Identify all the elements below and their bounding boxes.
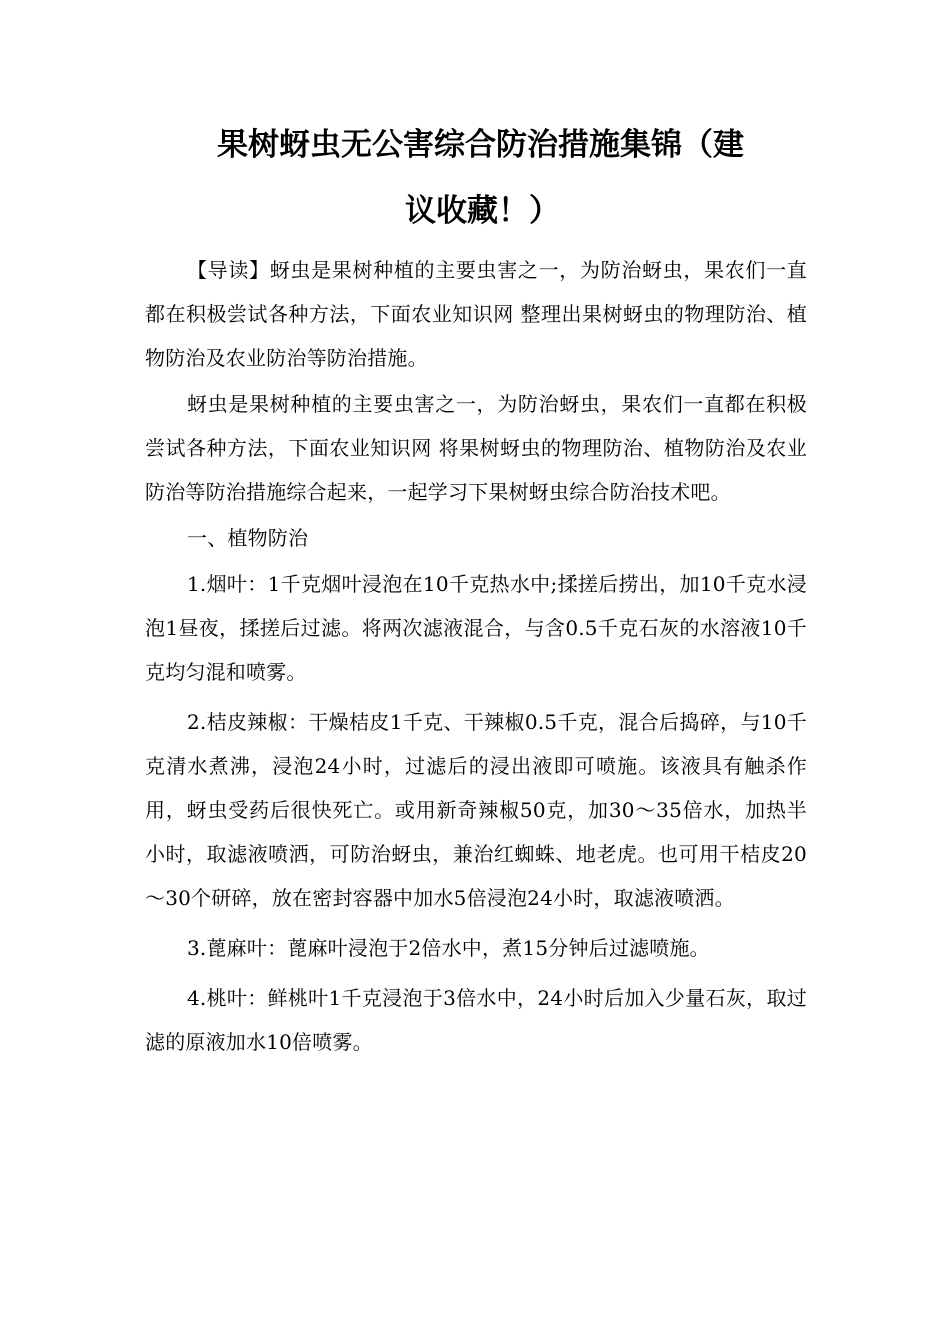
document-title bbox=[145, 112, 805, 244]
body-paragraph: 3.蓖麻叶：蓖麻叶浸泡于2倍水中，煮15分钟后过滤喷施。 bbox=[187, 936, 710, 960]
body-paragraph: 1.烟叶：1千克烟叶浸泡在10千克热水中;揉搓后捞出，加10千克水浸泡1昼夜，揉搓后过滤。将两次滤液混合，与含0.5千克石灰的水溶液10千克均匀混和喷雾。 bbox=[145, 572, 807, 684]
section-heading: 一、植物防治 bbox=[187, 526, 309, 550]
intro-paragraph: 【导读】蚜虫是果树种植的主要虫害之一，为防治蚜虫，果农们一直都在积极尝试各种方法，下面农业知识网 整理出果树蚜虫的物理防治、植物防治及农业防治等防治措施。 bbox=[145, 258, 807, 370]
document-body bbox=[145, 248, 807, 1066]
body-paragraph: 蚜虫是果树种植的主要虫害之一，为防治蚜虫，果农们一直都在积极尝试各种方法，下面农业知识网 将果树蚜虫的物理防治、植物防治及农业防治等防治措施综合起来，一起学习下果树蚜虫综合防治技术吧。 bbox=[145, 392, 807, 504]
document-title-line-2: 议收藏！） bbox=[405, 193, 560, 229]
body-paragraph: 4.桃叶：鲜桃叶1千克浸泡于3倍水中，24小时后加入少量石灰，取过滤的原液加水10倍喷雾。 bbox=[145, 986, 807, 1054]
document-title-line-1: 果树蚜虫无公害综合防治措施集锦（建 bbox=[217, 127, 744, 163]
body-paragraph: 2.桔皮辣椒：干燥桔皮1千克、干辣椒0.5千克，混合后捣碎，与10千克清水煮沸，浸泡24小时，过滤后的浸出液即可喷施。该液具有触杀作用，蚜虫受药后很快死亡。或用新奇辣椒50克，加30～35倍水，加热半小时，取滤液喷洒，可防治蚜虫，兼治红蜘蛛、地老虎。也可用干桔皮20～30个研碎，放在密封容器中加水5倍浸泡24小时，取滤液喷洒。 bbox=[145, 710, 807, 910]
